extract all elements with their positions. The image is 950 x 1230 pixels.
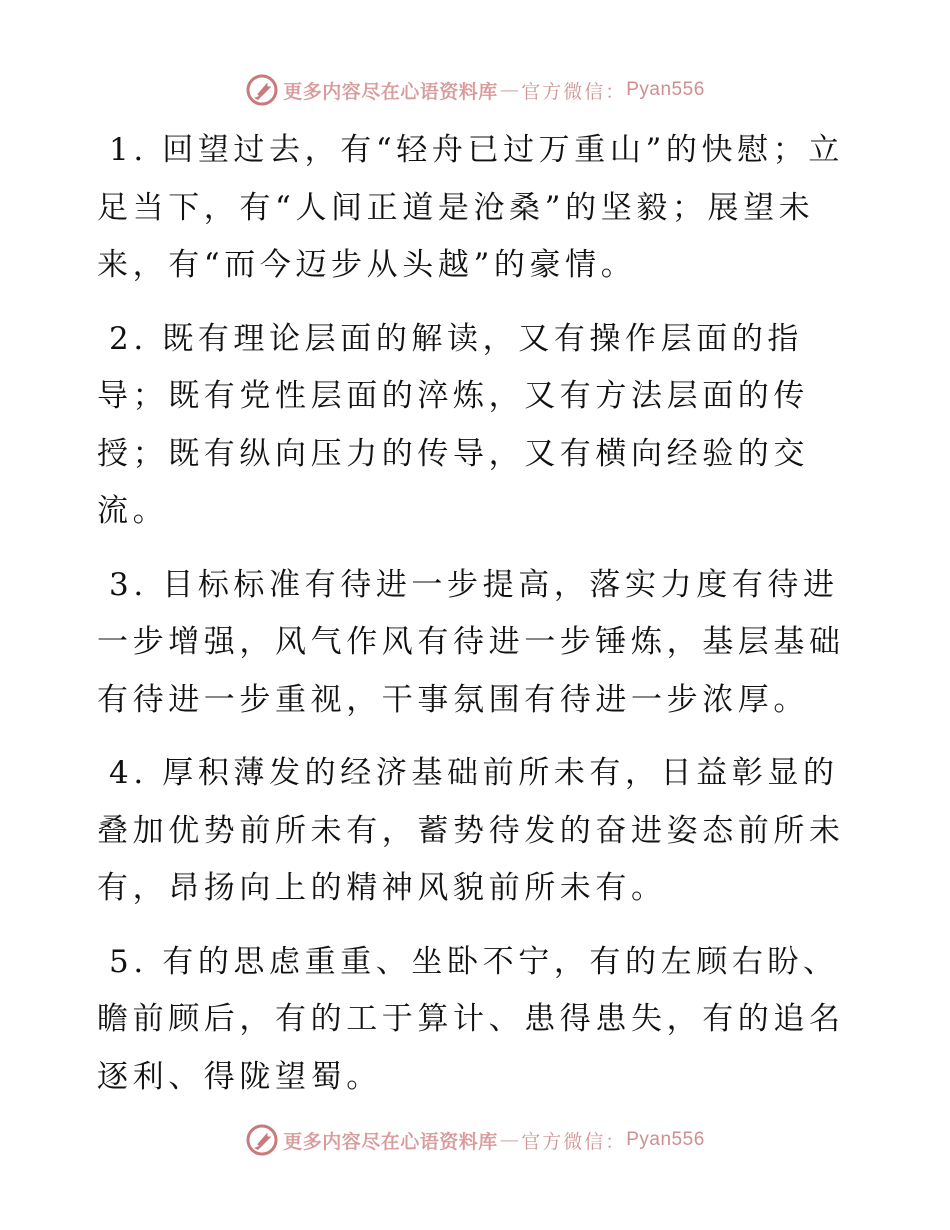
paragraph-1: 1. 回望过去，有“轻舟已过万重山”的快慰；立足当下，有“人间正道是沧桑”的坚毅；展望未来，有“而今迈步从头越”的豪情。 bbox=[97, 132, 844, 283]
paragraph-5: 5. 有的思虑重重、坐卧不宁，有的左顾右盼、瞻前顾后，有的工于算计、患得患失，有的追名逐利、得陇望蜀。 bbox=[97, 943, 845, 1095]
pen-nib-logo-icon bbox=[245, 73, 279, 107]
pen-nib-logo-icon bbox=[245, 1123, 279, 1157]
banner-wechat-id: Pyan556 bbox=[626, 1129, 705, 1150]
document-body bbox=[97, 122, 849, 1122]
paragraph-3: 3. 目标标准有待进一步提高，落实力度有待进一步增强，风气作风有待进一步锤炼，基层基础有待进一步重视，干事氛围有待进一步浓厚。 bbox=[97, 566, 845, 718]
banner-site-name: 更多内容尽在心语资料库 bbox=[283, 1130, 498, 1153]
paragraph-4: 4. 厚积薄发的经济基础前所未有，日益彰显的叠加优势前所未有，蓄势待发的奋进姿态前所未有，昂扬向上的精神风貌前所未有。 bbox=[97, 755, 845, 906]
paragraph-2: 2. 既有理论层面的解读，又有操作层面的指导；既有党性层面的淬炼，又有方法层面的传授；既有纵向压力的传导，又有横向经验的交流。 bbox=[97, 320, 809, 529]
footer-banner bbox=[0, 1122, 950, 1158]
banner-separator: — bbox=[499, 1129, 520, 1151]
banner-wechat-id: Pyan556 bbox=[626, 79, 705, 100]
banner-wechat-label: 官方微信： bbox=[521, 1130, 627, 1153]
banner-separator: — bbox=[499, 79, 520, 101]
banner-wechat-label: 官方微信： bbox=[521, 80, 627, 103]
banner-site-name: 更多内容尽在心语资料库 bbox=[283, 80, 498, 103]
header-banner bbox=[0, 72, 950, 108]
